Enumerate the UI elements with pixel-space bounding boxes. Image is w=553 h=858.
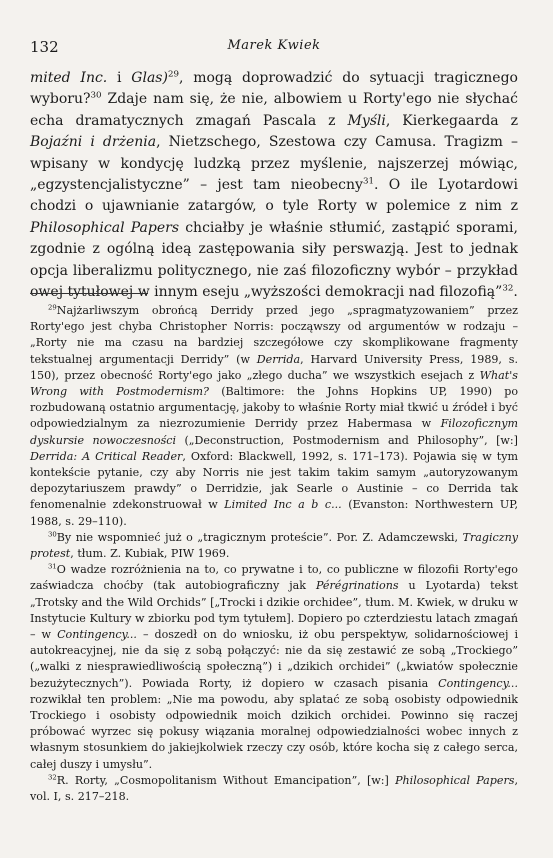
text-span: u Lyotarda) tekst „Trotsky and the Wild Orchids” [„Trocki i dzikie orchidee”, tłum. M. Kwiek, w druku w Instytucie Kultury w zbiorku pod tym tytułem]. Dopiero po czterdziestu latach zmagań – w — [30, 579, 518, 642]
text-span: Contingency... — [57, 628, 137, 642]
text-span: . — [513, 284, 518, 301]
text-span: mited Inc. — [30, 70, 108, 86]
text-span: What's Wrong with Postmodernism? — [30, 368, 518, 399]
text-span: („Deconstruction, Postmodernism and Philosophy”, [w:] — [176, 433, 518, 447]
text-span: Philosophical Papers — [30, 219, 180, 236]
text-span: i — [107, 70, 132, 86]
page-number: 132 — [30, 38, 59, 56]
footnote-32 — [30, 773, 518, 805]
text-span: Glas) — [131, 70, 168, 86]
text-span: Filozoficznym dyskursie nowoczesności — [30, 417, 518, 447]
footnote-number: 31 — [48, 562, 57, 571]
text-span: Derrida: A Critical Reader — [30, 449, 183, 463]
text-span: (Baltimore: the Johns Hopkins UP, 1990) po rozbudowaną ostatnio argumentację, jakoby to właśnie Rorty miał tkwić u źródeł i być odpowiedzialnym za niezrozumienie Derridy przez Habermasa w — [30, 385, 518, 431]
text-span: rozwikłał ten problem: „Nie ma powodu, aby splatać ze sobą osobisty odpowiednik Trockiego i osobisty odpowiednik moich dzikich orchidei. Powinno się raczej próbować wyrzec się pokusy wiązania moralnej odpowiedzialności wobec innych z własnym stosunkiem do jakiejkolwiek rzeczy czy osób, które kocha się z całego serca, całej duszy i umysłu”. — [30, 692, 518, 771]
footnote-number: 29 — [48, 303, 57, 312]
text-span: Najżarliwszym obrońcą Derridy przed jego „spragmatyzowaniem” przez Rorty'ego jest chyba Christopher Norris: począwszy od argumentów w rodzaju – „Rorty nie ma czasu na bardziej szczegółowe czy skomplikowane fragmenty tekstualnej argumentacji Derridy” (w — [30, 304, 518, 366]
footnote-ref: 31 — [362, 176, 374, 187]
text-span: Bojaźni i drżenia — [30, 134, 157, 151]
text-span: Philosophical Papers — [395, 773, 515, 787]
text-span: O wadze rozróżnienia na to, co prywatne i to, co publiczne w filozofii Rorty'ego zaświadcza choćby (tak autobiograficzny jak — [30, 563, 518, 593]
page-header — [30, 38, 518, 56]
text-span: , vol. I, s. 217–218. — [30, 773, 518, 804]
footnote-ref: 30 — [90, 90, 102, 101]
text-span: , tłum. Z. Kubiak, PIW 1969. — [70, 547, 230, 561]
text-span: , Harvard University Press, 1989, s. 150), przez obecność Rorty'ego jako „złego ducha” we wszystkich esejach z — [30, 352, 518, 382]
text-span: Myśli — [347, 112, 386, 129]
footnote-ref: 29 — [167, 69, 179, 80]
text-span: By nie wspomnieć już o „tragicznym proteście”. Por. Z. Adamczewski, — [56, 530, 463, 544]
footnote-number: 30 — [48, 530, 57, 539]
footnote-31 — [30, 562, 518, 773]
text-span: Contingency... — [438, 676, 518, 690]
footnote-number: 32 — [48, 773, 57, 782]
text-span: . O ile Lyotardowi chodzi o ujawnianie zatargów, o tyle Rorty w polemice z nim z — [30, 177, 518, 215]
text-span: , Nietzschego, Szestowa czy Camusa. Tragizm – wpisany w kondycję ludzką przez myślenie, najszerzej mówiąc, „egzystencjalistyczne” – jest tam nieobecny — [30, 134, 518, 194]
main-paragraph — [30, 68, 518, 303]
footnote-30 — [30, 530, 518, 562]
text-span: (Evanston: Northwestern UP, 1988, s. 29–110). — [30, 498, 518, 528]
text-span: , Oxford: Blackwell, 1992, s. 171–173). Pojawia się w tym kontekście pytanie, czy aby Norris nie jest takim takim samym „autoryzowanym depozytariuszem prawdy” o Derridzie, jak Searle o Austinie – co Derrida tak fenomenalnie zdekonstruował w — [30, 449, 518, 512]
text-span: – doszedł on do wniosku, iż obu perspektyw, solidarnościowej i autokreacyjnej, nie da się z sobą połączyć: nie da się zestawić ze sobą „Trockiego” („walki z niesprawiedliwością społeczną”) i „dzikich orchidei” („kwiatów społecznie bezużytecznych”). Powiada Rorty, iż dopiero w czasach pisania — [30, 628, 518, 690]
footnotes — [30, 303, 518, 805]
text-span: Pérégrinations — [315, 579, 399, 593]
text-span: R. Rorty, „Cosmopolitanism Without Emancipation”, [w:] — [56, 773, 396, 787]
text-span: , Kierkegaarda z — [385, 112, 518, 129]
text-span: Zdaje nam się, że nie, albowiem u Rorty'ego nie słychać echa dramatycznych zmagań Pascala z — [30, 91, 518, 129]
text-span: chciałby je właśnie stłumić, zastąpić sporami, zgodnie z ogólną ideą zastępowania siły perswazją. Jest to jednak opcja liberalizmu politycznego, nie zaś filozoficzny wybór – przykład owej tytułowej w innym eseju „wyższości demokracji nad filozofią” — [30, 219, 518, 301]
footnote-separator — [30, 293, 148, 294]
text-span: Limited Inc a b c... — [224, 498, 342, 512]
main-text — [30, 68, 518, 303]
text-span: Derrida — [256, 352, 301, 366]
text-span: Tragiczny protest — [30, 530, 518, 561]
text-span: , mogą doprowadzić do sytuacji tragicznego wyboru? — [30, 70, 518, 108]
footnote-29 — [30, 303, 518, 530]
footnote-ref: 32 — [502, 283, 514, 294]
running-head-author: Marek Kwiek — [227, 38, 321, 53]
